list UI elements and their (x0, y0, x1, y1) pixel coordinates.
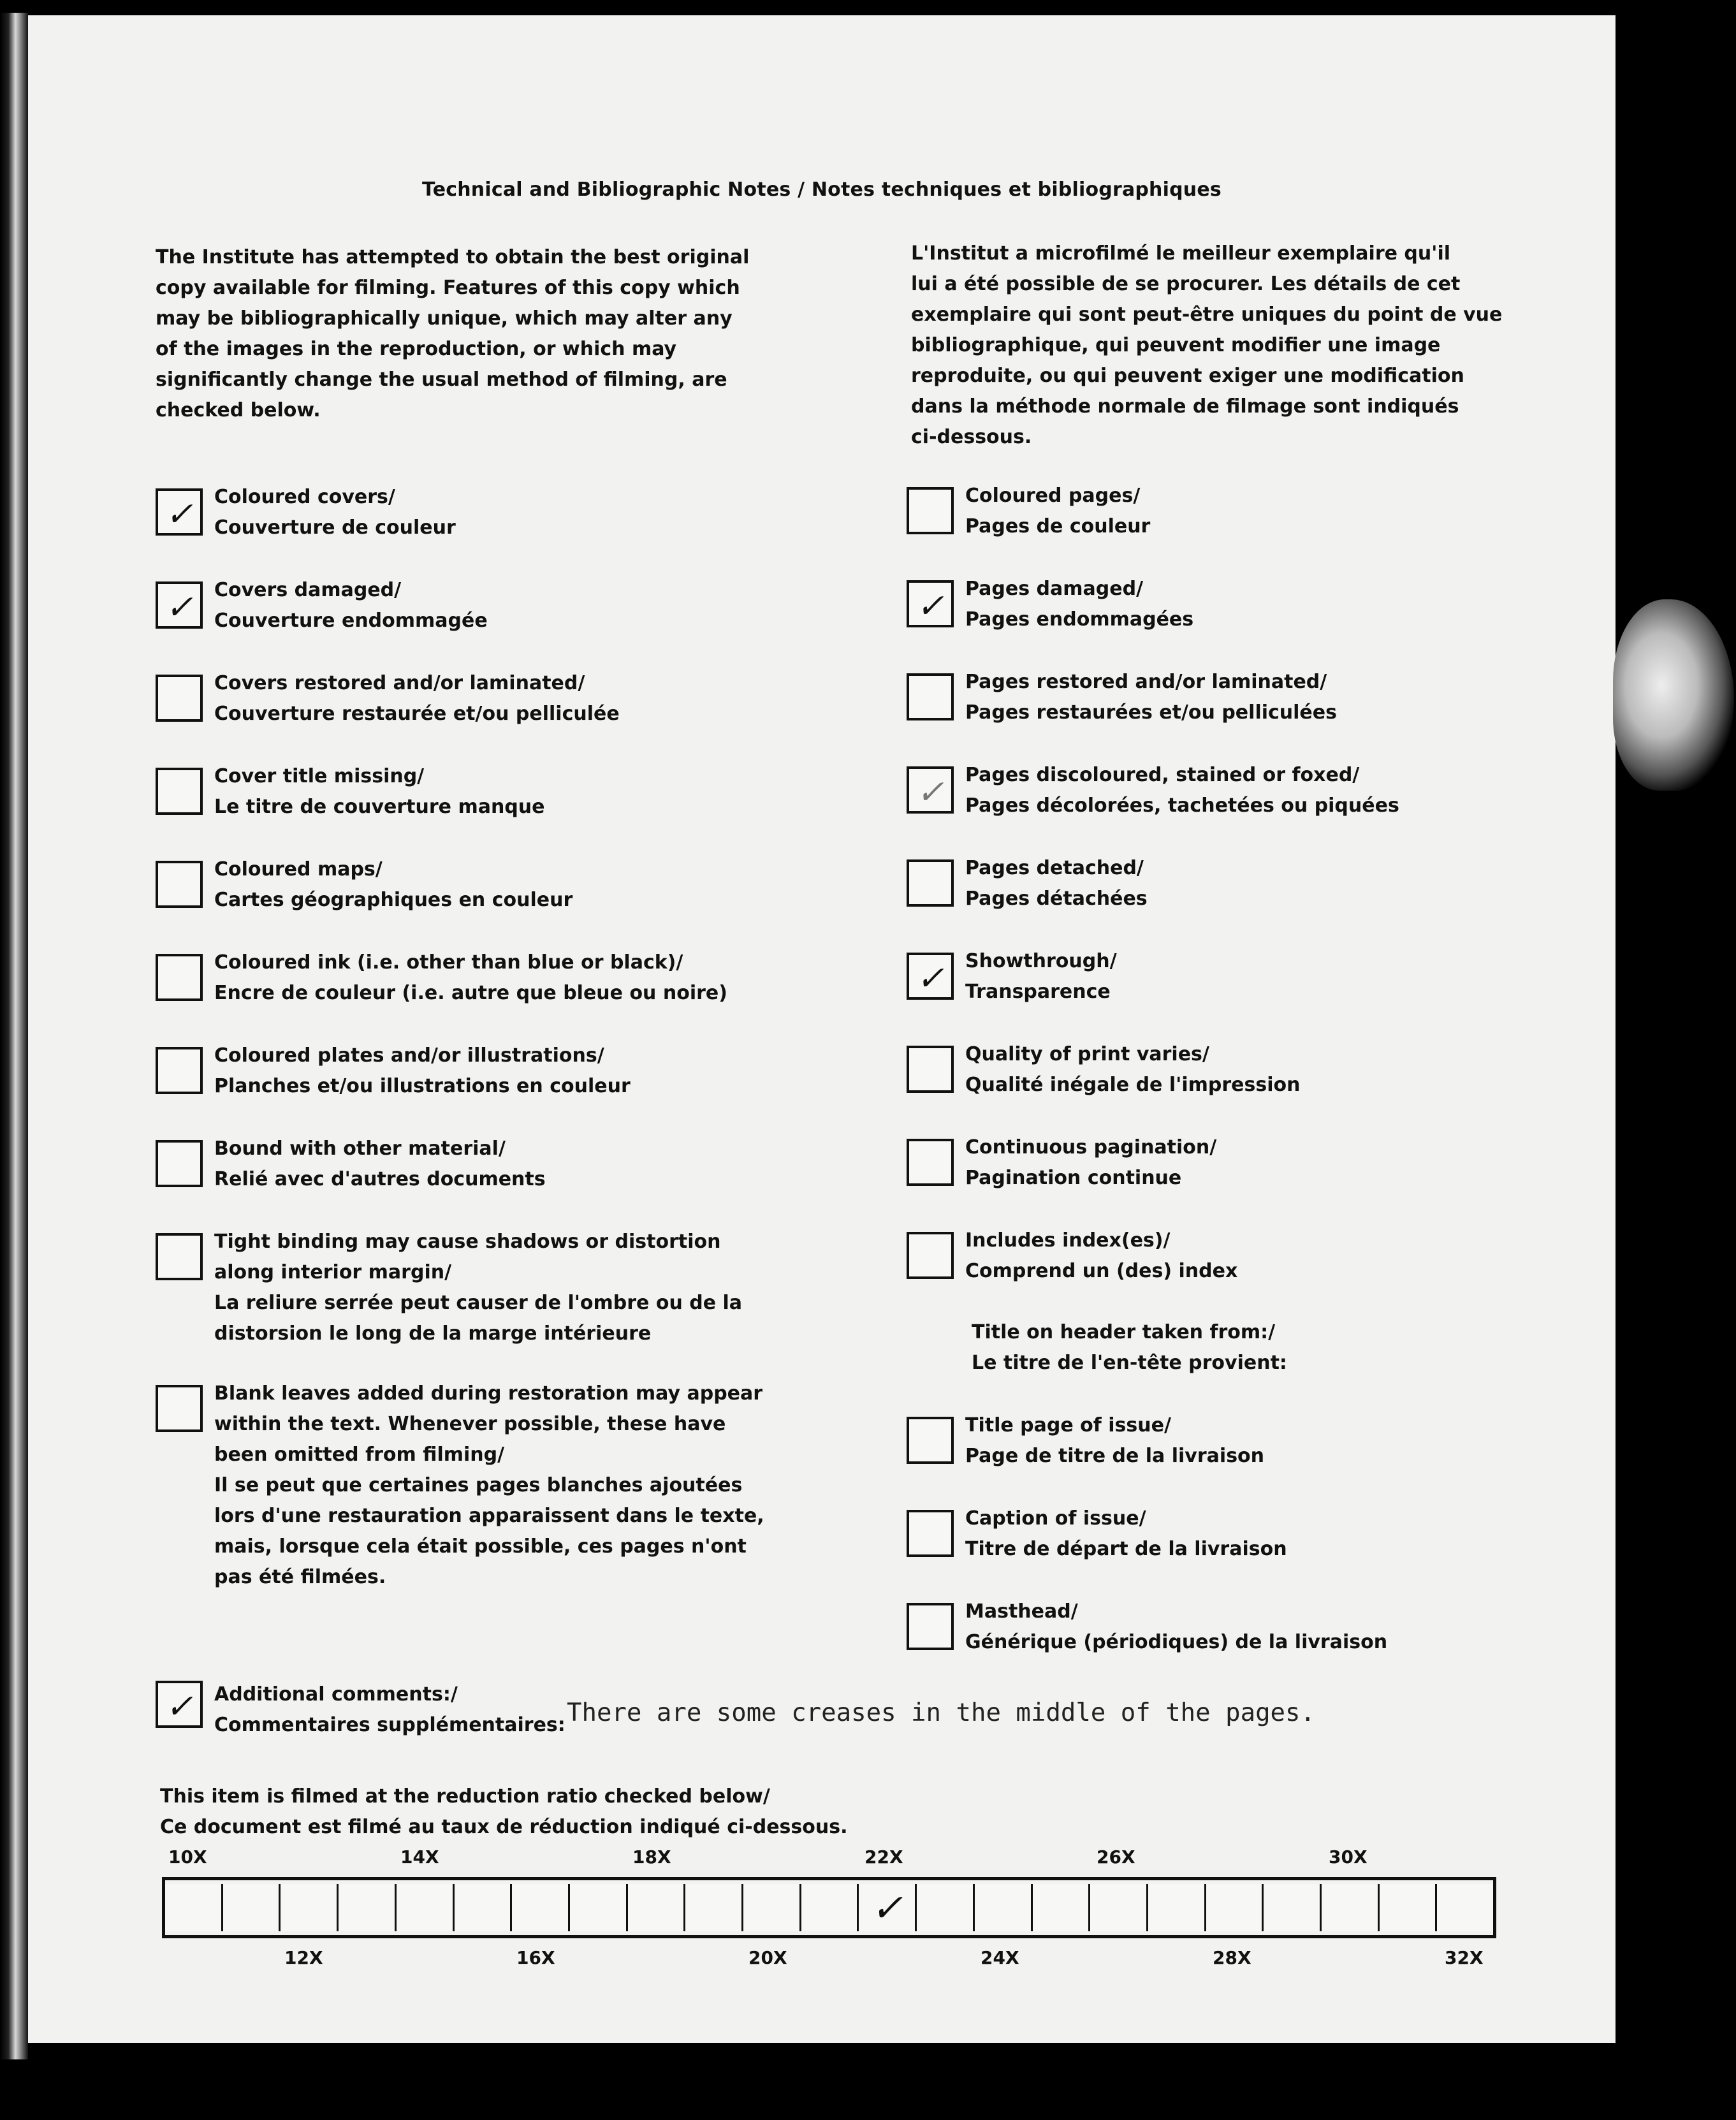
label-line: Pages detached/ (965, 857, 1144, 879)
ratio-cell[interactable] (975, 1884, 1033, 1931)
check-mark-icon: ✓ (916, 587, 944, 625)
label-line: Pages endommagées (965, 608, 1194, 631)
checklist-checkbox[interactable] (156, 581, 203, 629)
label-line: pas été filmées. (214, 1566, 386, 1588)
intro-line: dans la méthode normale de filmage sont indiqués (911, 395, 1459, 418)
checklist-checkbox[interactable] (907, 1232, 954, 1279)
ratio-tick-label: 14X (400, 1846, 439, 1868)
label-line: Covers restored and/or laminated/ (214, 672, 585, 694)
checklist-item (156, 1233, 742, 1349)
ratio-cell[interactable] (339, 1884, 397, 1931)
checklist-label (214, 1378, 764, 1593)
ratio-cell[interactable] (801, 1884, 859, 1931)
ratio-tick-label: 20X (748, 1947, 787, 1968)
checklist-label (214, 482, 456, 543)
title-on-header (972, 1317, 1287, 1378)
label-line: Showthrough/ (965, 950, 1117, 972)
checklist-checkbox[interactable] (156, 861, 203, 908)
ratio-cell[interactable] (223, 1884, 281, 1931)
checklist-checkbox[interactable] (907, 1139, 954, 1186)
checklist-label (965, 1225, 1237, 1287)
label-line: distorsion le long de la marge intérieure (214, 1322, 652, 1345)
intro-line: of the images in the reproduction, or which may (156, 338, 677, 360)
intro-line: significantly change the usual method of filming, are (156, 369, 727, 391)
label-line: Planches et/ou illustrations en couleur (214, 1075, 631, 1097)
label-line: Générique (périodiques) de la livraison (965, 1631, 1388, 1653)
ratio-cell[interactable] (1380, 1884, 1438, 1931)
checklist-label (214, 1227, 742, 1349)
checklist-item (156, 1137, 546, 1195)
checklist-label (214, 575, 488, 636)
label-line: Coloured plates and/or illustrations/ (214, 1044, 604, 1067)
intro-line: bibliographique, qui peuvent modifier une image (911, 334, 1441, 356)
label-line: within the text. Whenever possible, these have (214, 1413, 726, 1435)
ratio-tick-label: 16X (516, 1947, 555, 1968)
additional-comments-label (214, 1679, 565, 1741)
subhead-line: Title on header taken from:/ (972, 1321, 1276, 1343)
checklist-checkbox[interactable] (907, 487, 954, 534)
checklist-checkbox[interactable] (907, 580, 954, 627)
intro-line: L'Institut a microfilmé le meilleur exemplaire qu'il (911, 242, 1451, 265)
page-stain (1613, 599, 1734, 791)
label-line: Couverture restaurée et/ou pelliculée (214, 703, 620, 725)
ratio-cell[interactable] (917, 1884, 975, 1931)
checklist-item (907, 1600, 1388, 1658)
checklist-checkbox[interactable] (907, 1417, 954, 1464)
label-line: along interior margin/ (214, 1261, 452, 1283)
checklist-checkbox[interactable] (907, 766, 954, 814)
checklist-label (965, 481, 1150, 542)
label-line: mais, lorsque cela était possible, ces pages n'ont (214, 1535, 747, 1558)
ratio-cell[interactable] (1148, 1884, 1206, 1931)
checklist-checkbox[interactable] (156, 1385, 203, 1432)
label-line: Qualité inégale de l'impression (965, 1074, 1301, 1096)
check-mark-icon: ✓ (871, 1886, 903, 1931)
label-line: Il se peut que certaines pages blanches ajoutées (214, 1474, 743, 1496)
checklist-checkbox[interactable] (907, 953, 954, 1000)
label-line: Additional comments:/ (214, 1683, 458, 1706)
ratio-cell[interactable] (281, 1884, 339, 1931)
label-line: Transparence (965, 981, 1111, 1003)
label-line: Masthead/ (965, 1600, 1078, 1623)
ratio-cell[interactable] (743, 1884, 801, 1931)
checklist-label (965, 1410, 1264, 1472)
checklist-item (156, 858, 573, 916)
ratio-tick-label: 24X (981, 1947, 1019, 1968)
note-line: Ce document est filmé au taux de réduction indiqué ci-dessous. (160, 1816, 848, 1838)
label-line: Continuous pagination/ (965, 1136, 1217, 1159)
label-line: Blank leaves added during restoration may appear (214, 1382, 763, 1405)
reduction-ratio-grid (162, 1877, 1496, 1938)
intro-line: reproduite, ou qui peuvent exiger une modification (911, 365, 1464, 387)
label-line: Quality of print varies/ (965, 1043, 1209, 1065)
additional-comment-text: There are some creases in the middle of the pages. (567, 1699, 1315, 1727)
ratio-cell[interactable] (1206, 1884, 1264, 1931)
checklist-item (907, 766, 1399, 821)
intro-english (156, 242, 761, 426)
checklist-label (965, 667, 1337, 728)
ratio-cell[interactable] (1437, 1884, 1493, 1931)
checklist-checkbox[interactable] (156, 675, 203, 722)
checklist-checkbox[interactable] (156, 1140, 203, 1187)
ratio-tick-label: 18X (632, 1846, 671, 1868)
label-line: been omitted from filming/ (214, 1444, 505, 1466)
ratio-tick-label: 22X (864, 1846, 903, 1868)
label-line: La reliure serrée peut causer de l'ombre ou de la (214, 1292, 743, 1314)
label-line: Includes index(es)/ (965, 1229, 1171, 1252)
checklist-item (156, 672, 620, 729)
check-mark-icon: ✓ (916, 773, 944, 812)
intro-line: The Institute has attempted to obtain the best original (156, 246, 750, 268)
checklist-checkbox[interactable] (907, 1046, 954, 1093)
additional-comments-item (156, 1681, 565, 1741)
label-line: Bound with other material/ (214, 1137, 506, 1160)
checklist-checkbox[interactable] (907, 1603, 954, 1650)
ratio-cell[interactable] (165, 1884, 223, 1931)
label-line: Covers damaged/ (214, 579, 402, 601)
checklist-item (907, 487, 1150, 542)
check-mark-icon: ✓ (165, 1688, 193, 1726)
label-line: Pages restored and/or laminated/ (965, 671, 1327, 693)
ratio-cell[interactable] (570, 1884, 628, 1931)
ratio-cell[interactable] (455, 1884, 513, 1931)
checklist-item (907, 673, 1337, 728)
ratio-cell[interactable] (512, 1884, 570, 1931)
label-line: Page de titre de la livraison (965, 1445, 1265, 1467)
label-line: Cover title missing/ (214, 765, 425, 787)
checklist-label (965, 1039, 1300, 1100)
page-title: Technical and Bibliographic Notes / Notes techniques et bibliographiques (422, 179, 1222, 201)
ratio-tick-label: 32X (1445, 1947, 1484, 1968)
checklist-label (214, 854, 573, 916)
checklist-checkbox[interactable] (156, 768, 203, 815)
intro-line: copy available for filming. Features of this copy which (156, 277, 740, 299)
checklist-label (214, 1134, 546, 1195)
film-edge-left (0, 13, 28, 2059)
checklist-item (156, 1044, 631, 1102)
ratio-tick-label: 28X (1213, 1947, 1251, 1968)
checklist-item (156, 581, 488, 636)
checklist-item (907, 1414, 1265, 1472)
ratio-cell[interactable] (685, 1884, 743, 1931)
checklist-checkbox[interactable] (156, 1047, 203, 1094)
check-mark-icon: ✓ (165, 588, 193, 627)
label-line: Coloured maps/ (214, 858, 383, 881)
ratio-cell[interactable] (1264, 1884, 1322, 1931)
label-line: Relié avec d'autres documents (214, 1168, 546, 1190)
ratio-cell[interactable] (859, 1884, 917, 1931)
label-line: Cartes géographiques en couleur (214, 889, 573, 911)
ratio-cell[interactable] (628, 1884, 686, 1931)
ratio-cell[interactable] (1322, 1884, 1380, 1931)
checklist-item (156, 765, 545, 822)
label-line: Comprend un (des) index (965, 1260, 1238, 1282)
intro-line: ci-dessous. (911, 426, 1032, 448)
label-line: lors d'une restauration apparaissent dans le texte, (214, 1505, 764, 1527)
label-line: Coloured covers/ (214, 486, 395, 508)
checklist-label (214, 947, 727, 1009)
note-line: This item is filmed at the reduction ratio checked below/ (160, 1785, 770, 1808)
checklist-label (214, 1041, 631, 1102)
checklist-label (965, 760, 1399, 821)
label-line: Coloured ink (i.e. other than blue or black)/ (214, 951, 683, 974)
checklist-label (965, 1132, 1216, 1194)
checklist-checkbox[interactable] (907, 1510, 954, 1557)
checklist-item (156, 951, 727, 1009)
checklist-item (907, 580, 1193, 635)
label-line: Pages damaged/ (965, 578, 1144, 600)
check-mark-icon: ✓ (916, 960, 944, 998)
label-line: Pages de couleur (965, 515, 1151, 537)
ratio-tick-label: 26X (1097, 1846, 1135, 1868)
document-page (28, 15, 1616, 2043)
checklist-item (156, 488, 456, 543)
label-line: Encre de couleur (i.e. autre que bleue ou noire) (214, 982, 727, 1004)
checklist-item (156, 1382, 764, 1593)
label-line: Title page of issue/ (965, 1414, 1171, 1436)
checklist-checkbox[interactable] (156, 488, 203, 536)
reduction-ratio-note (160, 1781, 847, 1843)
checklist-label (965, 946, 1117, 1007)
label-line: Pages discoloured, stained or foxed/ (965, 764, 1360, 786)
label-line: Titre de départ de la livraison (965, 1538, 1287, 1560)
checklist-item (907, 1229, 1238, 1287)
intro-french (911, 238, 1517, 453)
checklist-checkbox[interactable] (156, 954, 203, 1001)
checklist-checkbox[interactable] (907, 673, 954, 720)
checklist-checkbox[interactable] (156, 1233, 203, 1280)
label-line: Pages décolorées, tachetées ou piquées (965, 794, 1399, 817)
additional-comments-checkbox[interactable] (156, 1681, 203, 1728)
checklist-item (907, 1136, 1217, 1194)
checklist-item (907, 859, 1148, 914)
intro-line: checked below. (156, 399, 321, 421)
label-line: Pages restaurées et/ou pelliculées (965, 701, 1337, 724)
label-line: Pagination continue (965, 1167, 1182, 1189)
check-mark-icon: ✓ (165, 495, 193, 534)
checklist-checkbox[interactable] (907, 859, 954, 907)
ratio-cell[interactable] (1033, 1884, 1091, 1931)
ratio-cell[interactable] (397, 1884, 455, 1931)
label-line: Le titre de couverture manque (214, 796, 545, 818)
ratio-tick-label: 10X (168, 1846, 207, 1868)
label-line: Tight binding may cause shadows or distortion (214, 1231, 721, 1253)
checklist-label (214, 761, 545, 822)
checklist-label (965, 574, 1193, 635)
intro-line: may be bibliographically unique, which may alter any (156, 307, 733, 330)
label-line: Commentaires supplémentaires: (214, 1714, 565, 1736)
label-line: Caption of issue/ (965, 1507, 1146, 1530)
checklist-item (907, 950, 1117, 1007)
checklist-label (965, 1597, 1387, 1658)
intro-line: exemplaire qui sont peut-être uniques du point de vue (911, 303, 1503, 326)
checklist-label (965, 1503, 1287, 1565)
checklist-label (214, 668, 620, 729)
ratio-tick-label: 30X (1329, 1846, 1368, 1868)
intro-line: lui a été possible de se procurer. Les détails de cet (911, 273, 1461, 295)
label-line: Pages détachées (965, 888, 1148, 910)
ratio-tick-label: 12X (284, 1947, 323, 1968)
checklist-item (907, 1507, 1287, 1565)
subhead-line: Le titre de l'en-tête provient: (972, 1352, 1287, 1374)
checklist-label (965, 853, 1148, 914)
label-line: Couverture de couleur (214, 516, 456, 539)
label-line: Couverture endommagée (214, 610, 488, 632)
checklist-item (907, 1043, 1301, 1100)
ratio-cell[interactable] (1090, 1884, 1148, 1931)
label-line: Coloured pages/ (965, 485, 1141, 507)
